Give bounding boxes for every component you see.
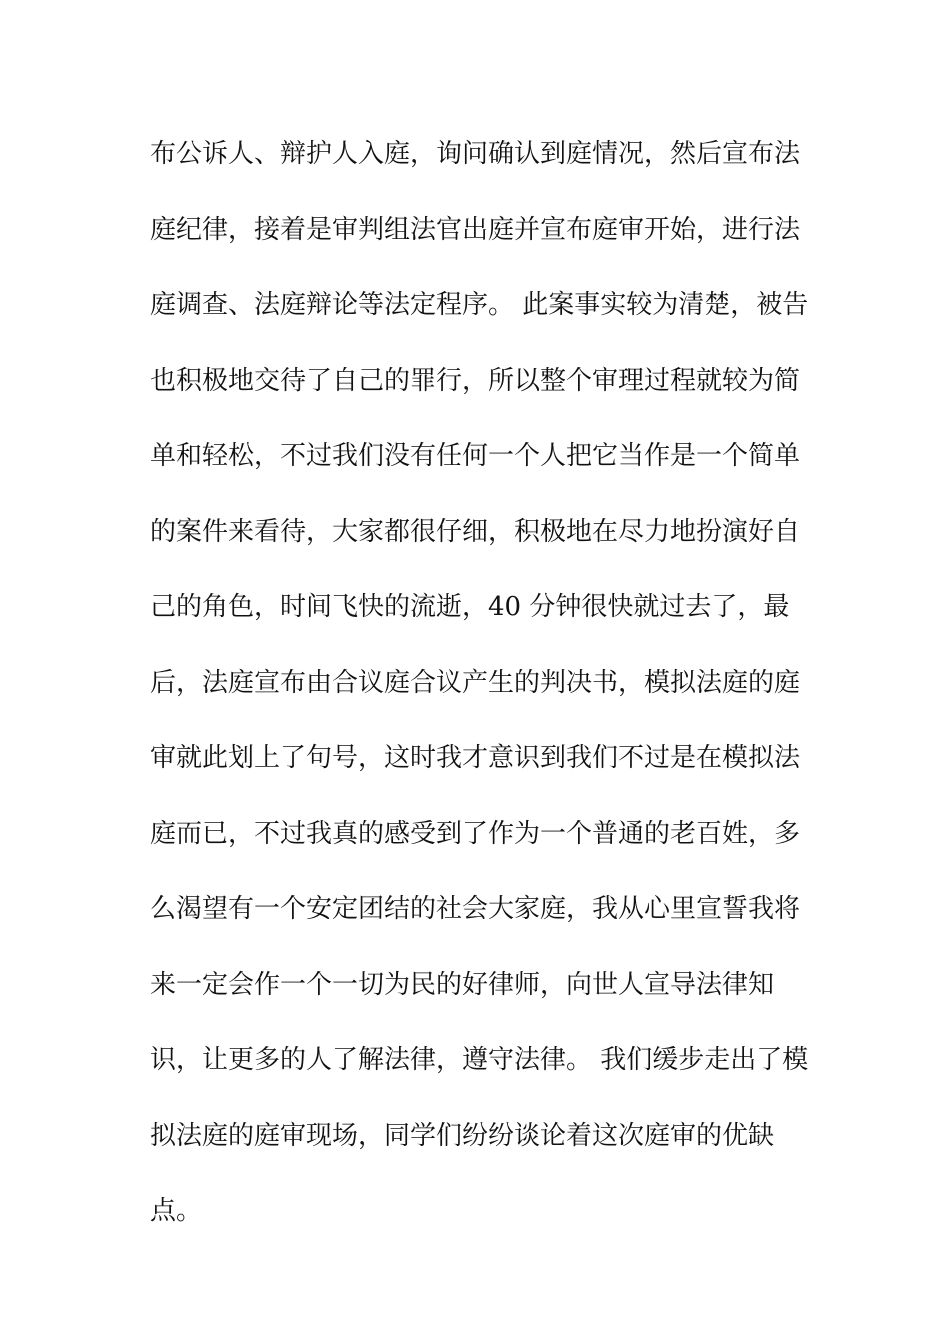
text-line-14: 拟法庭的庭审现场，同学们纷纷谈论着这次庭审的优缺	[150, 1120, 775, 1151]
body-text	[150, 126, 810, 1259]
text-line-15: 点。	[150, 1196, 203, 1226]
text-line-5: 单和轻松，不过我们没有任何一个人把它当作是一个简单	[150, 441, 801, 471]
text-line-8: 后，法庭宣布由合议庭合议产生的判决书，模拟法庭的庭	[150, 667, 801, 698]
text-line-13: 识，让更多的人了解法律，遵守法律。 我们缓步走出了模	[150, 1045, 809, 1075]
text-line-2: 庭纪律，接着是审判组法官出庭并宣布庭审开始，进行法	[150, 214, 801, 245]
text-line-6: 的案件来看待，大家都很仔细，积极地在尽力地扮演好自	[150, 516, 801, 547]
text-line-1: 布公诉人、辩护人入庭，询问确认到庭情况，然后宣布法	[150, 139, 801, 169]
text-line-7: 己的角色，时间飞快的流逝，40 分钟很快就过去了，最	[150, 592, 790, 622]
text-line-3: 庭调查、法庭辩论等法定程序。 此案事实较为清楚，被告	[150, 290, 809, 320]
text-line-4: 也积极地交待了自己的罪行，所以整个审理过程就较为简	[150, 365, 801, 396]
text-line-12: 来一定会作一个一切为民的好律师，向世人宣导法律知	[150, 969, 775, 1000]
text-line-9: 审就此划上了句号，这时我才意识到我们不过是在模拟法	[150, 743, 801, 773]
text-line-11: 么渴望有一个安定团结的社会大家庭，我从心里宣誓我将	[150, 894, 801, 924]
text-line-10: 庭而已，不过我真的感受到了作为一个普通的老百姓，多	[150, 818, 801, 849]
